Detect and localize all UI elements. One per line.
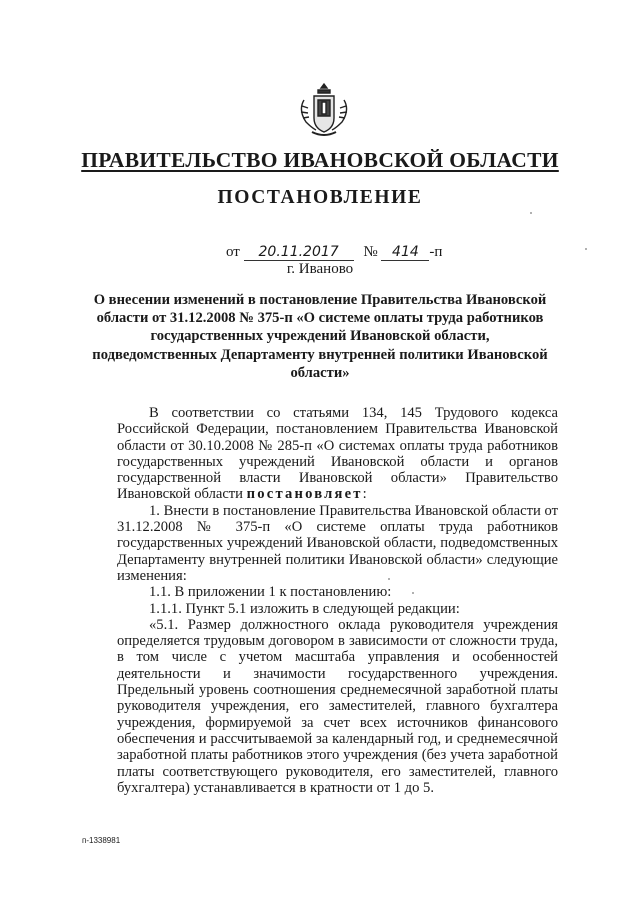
paragraph-preamble — [117, 405, 558, 503]
document-number: 414 — [381, 245, 429, 261]
government-title: ПРАВИТЕЛЬСТВО ИВАНОВСКОЙ ОБЛАСТИ — [81, 148, 559, 172]
paragraph-1: 1. Внести в постановление Правительства Ивановской области от 31.12.2008 № 375-п «О системе оплаты труда работников государственных учреждений Ивановской области, подведомственных Департаменту внутренней политики Ивановской области» следующие изменения: — [117, 502, 558, 584]
number-label: № — [363, 244, 378, 260]
document-date: 20.11.2017 — [244, 245, 354, 261]
paragraph-5-1: «5.1. Размер должностного оклада руководителя учреждения определяется трудовым договором в зависимости от сложности труда, в том числе с учетом масштаба управления и особенностей деятельности и значимости государственного учреждения. Предельный уровень соотношения среднемесячной заработной платы руководителя учреждения, его заместителей, главного бухгалтера учреждения, формируемой за счет всех источников финансового обеспечения и рассчитываемой за календарный год, и среднемесячной заработной платы работников этого учреждения (без учета заработной платы соответствующего руководителя, его заместителей, главного бухгалтера) устанавливается в кратности от 1 до 5. — [117, 616, 558, 796]
scan-speck — [412, 592, 414, 594]
decree-colon: : — [362, 486, 367, 503]
document-code: п-1338981 — [82, 836, 121, 845]
paragraph-1-1-1: 1.1.1. Пункт 5.1 изложить в следующей редакции: — [149, 600, 460, 617]
date-label: от — [226, 244, 240, 260]
scan-speck — [585, 248, 587, 250]
document-body — [117, 405, 558, 796]
document-number-line — [226, 244, 442, 261]
document-heading: О внесении изменений в постановление Правительства Ивановской области от 31.12.2008 № 375-п «О системе оплаты труда работников государственных учреждений Ивановской области, подведомственных Департаменту внутренней политики Ивановской области» — [92, 292, 548, 381]
number-suffix: -п — [429, 244, 443, 260]
preamble-text: В соответствии со статьями 134, 145 Трудового кодекса Российской Федерации, постановлением Правительства Ивановской области от 30.10.2008 № 285-п «О системах оплаты труда работников государственных учреждений Ивановской области и органов государственной власти Ивановской области» Правительство Ивановской области — [117, 405, 558, 503]
city: г. Иваново — [286, 261, 354, 277]
decree-word: постановляет — [246, 486, 363, 503]
document-type: ПОСТАНОВЛЕНИЕ — [217, 187, 423, 208]
coat-of-arms-icon — [296, 82, 352, 138]
scan-speck — [530, 212, 532, 214]
paragraph-1-1: 1.1. В приложении 1 к постановлению: — [149, 584, 392, 601]
scan-speck — [388, 578, 390, 580]
